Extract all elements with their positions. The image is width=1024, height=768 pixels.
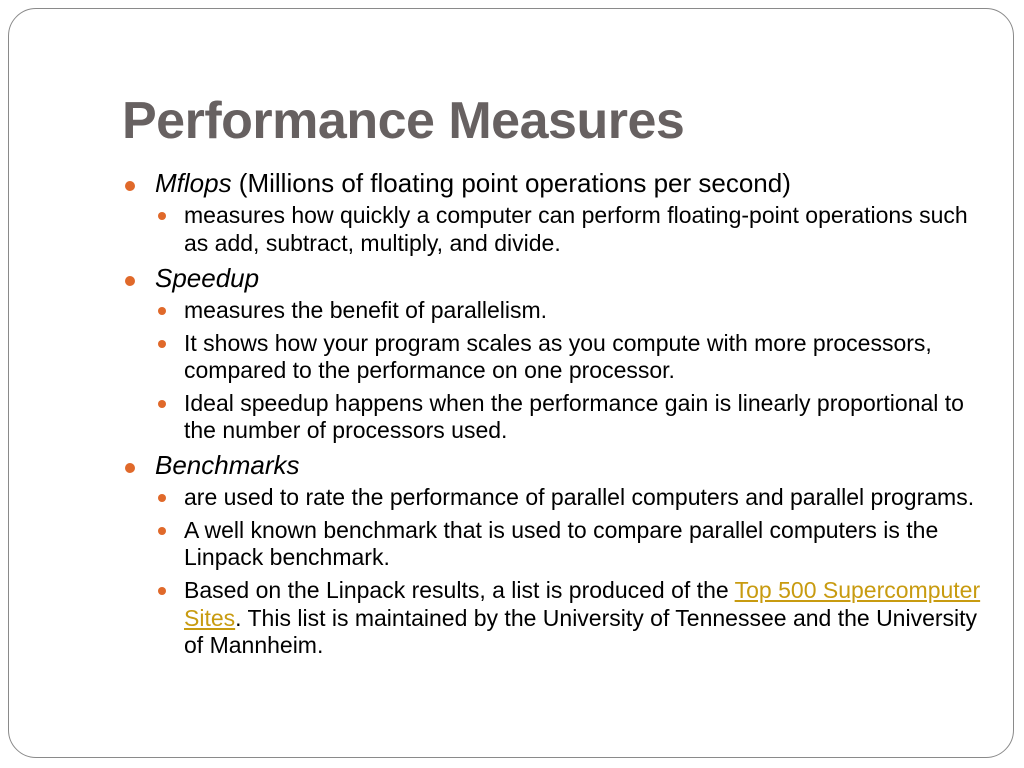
sub-bullet-list <box>155 202 982 257</box>
sub-bullet-item <box>155 297 982 325</box>
sub-bullet-text: It shows how your program scales as you compute with more processors, compared to the performance on one processor. <box>184 329 932 384</box>
sub-bullet-list <box>155 484 982 660</box>
sub-bullet-dot-icon <box>158 494 166 502</box>
sub-bullet-text: measures how quickly a computer can perform floating-point operations such as add, subtract, multiply, and divide. <box>184 202 968 256</box>
bullet-mflops <box>122 169 982 258</box>
bullet-speedup <box>122 264 982 445</box>
bullet-list <box>122 169 982 660</box>
slide-body <box>122 169 982 660</box>
sub-bullet-text: measures the benefit of parallelism. <box>184 296 548 323</box>
sub-bullet-dot-icon <box>158 400 166 408</box>
slide-frame <box>8 8 1014 758</box>
sub-bullet-item <box>155 517 982 572</box>
bullet-dot-icon <box>125 276 135 286</box>
sub-bullet-text-after-link: . This list is maintained by the University of Tennessee and the University of Mannheim. <box>184 604 978 659</box>
sub-bullet-dot-icon <box>158 587 166 595</box>
sub-bullet-item <box>155 484 982 512</box>
sub-bullet-item <box>155 577 982 660</box>
sub-bullet-dot-icon <box>158 340 166 348</box>
sub-bullet-text: A well known benchmark that is used to compare parallel computers is the Linpack benchmark. <box>184 516 939 571</box>
bullet-heading: Mflops <box>155 168 232 198</box>
bullet-heading: Benchmarks <box>155 449 300 480</box>
sub-bullet-item <box>155 202 982 257</box>
sub-bullet-dot-icon <box>158 307 166 315</box>
bullet-benchmarks <box>122 451 982 660</box>
sub-bullet-item <box>155 390 982 445</box>
sub-bullet-dot-icon <box>158 527 166 535</box>
sub-bullet-dot-icon <box>158 212 166 220</box>
bullet-dot-icon <box>125 181 135 191</box>
bullet-heading: Speedup <box>155 262 260 293</box>
slide-title: Performance Measures <box>122 92 685 150</box>
bullet-dot-icon <box>125 463 135 473</box>
sub-bullet-item <box>155 330 982 385</box>
sub-bullet-text: Ideal speedup happens when the performance gain is linearly proportional to the number of processors used. <box>184 389 964 444</box>
top500-link[interactable]: Top 500 Supercomputer Sites <box>184 577 981 631</box>
sub-bullet-list <box>155 297 982 445</box>
sub-bullet-text-before-link: Based on the Linpack results, a list is produced of the <box>184 577 735 604</box>
bullet-heading-suffix: (Millions of floating point operations per second) <box>231 168 791 198</box>
sub-bullet-text: are used to rate the performance of parallel computers and parallel programs. <box>184 484 975 511</box>
